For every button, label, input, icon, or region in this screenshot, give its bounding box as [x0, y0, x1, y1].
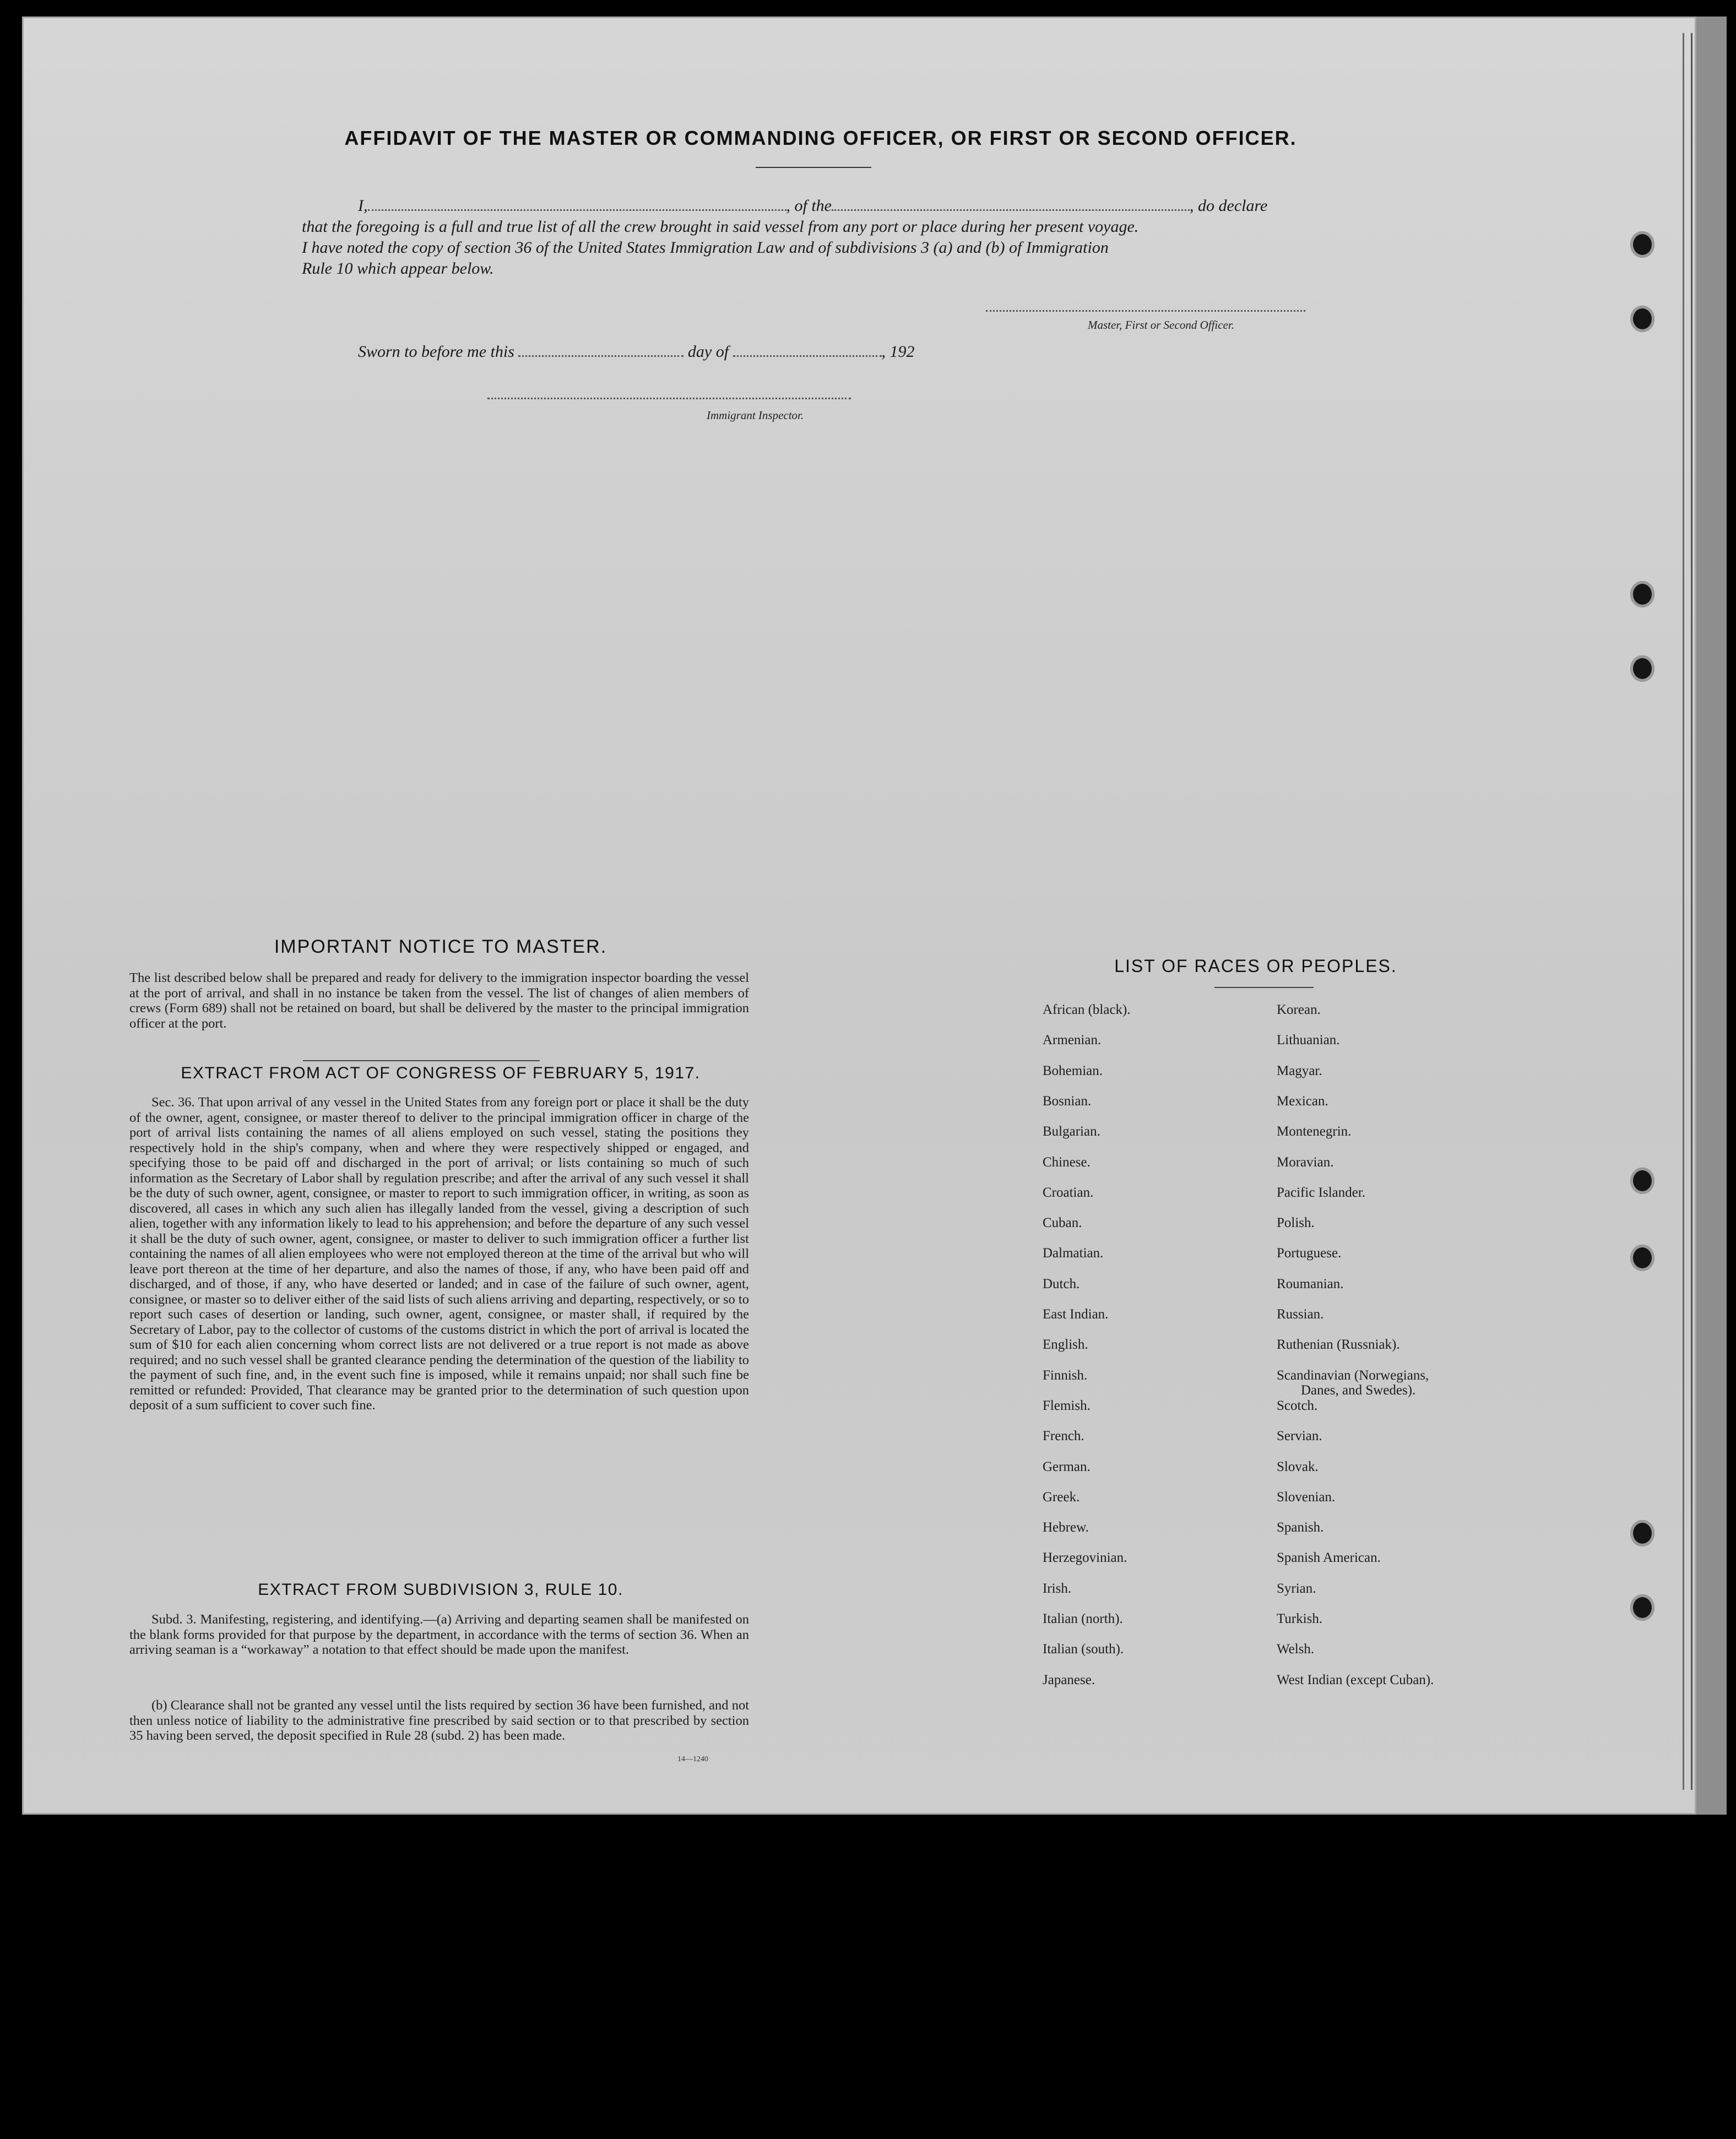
affidavit-line-1: [358, 196, 1322, 216]
sworn-year: , 192: [881, 343, 915, 361]
race-item: African (black).: [1043, 1002, 1131, 1017]
race-item: Pacific Islander.: [1277, 1185, 1366, 1200]
race-item: East Indian.: [1043, 1307, 1109, 1322]
race-item: Syrian.: [1277, 1581, 1316, 1596]
inspector-signature-label: Immigrant Inspector.: [707, 409, 804, 422]
race-item: Hebrew.: [1043, 1520, 1089, 1535]
punch-hole: [1630, 231, 1654, 258]
sworn-day-of: day of: [687, 343, 729, 361]
title-underline: [756, 167, 871, 168]
form-number: 14—1240: [677, 1755, 708, 1763]
document-page: [22, 17, 1696, 1815]
race-item: Dutch.: [1043, 1276, 1080, 1291]
master-signature-label: Master, First or Second Officer.: [1088, 318, 1234, 332]
races-title: LIST OF RACES OR PEOPLES.: [1114, 956, 1397, 976]
sworn-line: [358, 341, 1184, 362]
race-item: Scandinavian (Norwegians,: [1277, 1367, 1429, 1383]
race-item: English.: [1043, 1337, 1088, 1353]
race-item: West Indian (except Cuban).: [1277, 1672, 1434, 1687]
race-item: Spanish American.: [1277, 1550, 1381, 1566]
page-edge-line: [1691, 33, 1692, 1790]
punch-hole: [1630, 1520, 1654, 1546]
race-item: German.: [1043, 1459, 1091, 1474]
race-item: Servian.: [1277, 1429, 1322, 1444]
affidavit-title: AFFIDAVIT OF THE MASTER OR COMMANDING OFFICER, OR FIRST OR SECOND OFFICER.: [344, 127, 1297, 149]
race-item: Dalmatian.: [1043, 1246, 1104, 1261]
race-item: Moravian.: [1277, 1154, 1334, 1170]
punch-hole: [1630, 655, 1654, 682]
affidavit-line-3: I have noted the copy of section 36 of the United States Immigration Law and of subdivisions 3 (a) and (b) of Immigration: [302, 238, 1109, 257]
page-edge-strip: [1696, 17, 1727, 1815]
race-item: Portuguese.: [1277, 1246, 1342, 1261]
race-item: Bohemian.: [1043, 1063, 1103, 1078]
race-item: Bosnian.: [1043, 1093, 1092, 1109]
race-item: Russian.: [1277, 1307, 1324, 1322]
race-item: Ruthenian (Russniak).: [1277, 1337, 1400, 1353]
affidavit-i: I,: [358, 197, 368, 215]
race-item: Roumanian.: [1277, 1276, 1344, 1291]
notice-title: IMPORTANT NOTICE TO MASTER.: [274, 936, 607, 957]
punch-hole: [1630, 306, 1654, 332]
page-edge-line: [1683, 33, 1684, 1790]
vessel-blank[interactable]: [832, 209, 1190, 211]
rule-extract-title: EXTRACT FROM SUBDIVISION 3, RULE 10.: [258, 1581, 623, 1599]
race-item: Slovenian.: [1277, 1489, 1336, 1505]
affidavit-of-the: , of the: [786, 197, 832, 215]
affidavit-declare: , do declare: [1190, 197, 1268, 215]
race-item: Slovak.: [1277, 1459, 1319, 1474]
race-item: Finnish.: [1043, 1367, 1088, 1383]
punch-hole: [1630, 1594, 1654, 1621]
affidavit-line-2: that the foregoing is a full and true list of all the crew brought in said vessel from any port or place during her present voyage.: [302, 218, 1139, 236]
sworn-prefix: Sworn to before me this: [358, 343, 514, 361]
race-item: Chinese.: [1043, 1154, 1091, 1170]
race-item: French.: [1043, 1429, 1084, 1444]
race-item: Italian (north).: [1043, 1611, 1123, 1626]
act-extract-text: Sec. 36. That upon arrival of any vessel in the United States from any foreign port or place it shall be the duty of the owner, agent, consignee, or master thereof to deliver to the principal immigration officer in charge of the port of arrival lists containing the names of all aliens employed on such vessel, stating the positions they respectively hold in the ship's company, when and where they were respectively shipped or engaged, and specifying those to be paid off and discharged in the port of arrival; or lists containing so much of such information as the Secretary of Labor shall by regulation prescribe; and after the arrival of any such vessel it shall be the duty of such owner, agent, consignee, or master to report to such immigration officer, in writing, as soon as discovered, all cases in which any such alien has illegally landed from the vessel, giving a description of such alien, together with any information likely to lead to his apprehension; and before the departure of any such vessel it shall be the duty of such owner, agent, consignee, or master to deliver to such immigration officer a further list containing the names of all alien employees who were not employed thereon at the time of the arrival but who will leave port thereon at the time of her departure, and also the names of those, if any, who have been paid off and discharged, and of those, if any, who have deserted or landed; and in case of the failure of such owner, agent, consignee, or master so to deliver either of the said lists of such aliens arriving and departing, respectively, or so to report such cases of desertion or landing, such owner, agent, consignee, or master shall, if required by the Secretary of Labor, pay to the collector of customs of the customs district in which the port of arrival is located the sum of $10 for each alien concerning whom correct lists are not delivered or a true report is not made as above required; and no such vessel shall be granted clearance pending the determination of the question of the liability to the payment of such fine, and, in the event such fine is imposed, while it remains unpaid; nor shall such fine be remitted or refunded: Provided, That clearance may be granted prior to the determination of such question upon deposit of a sum sufficient to cover such fine.: [129, 1095, 749, 1413]
act-extract-title: EXTRACT FROM ACT OF CONGRESS OF FEBRUARY 5, 1917.: [181, 1064, 701, 1082]
race-item: Magyar.: [1277, 1063, 1322, 1078]
race-item: Turkish.: [1277, 1611, 1323, 1626]
race-item: Welsh.: [1277, 1642, 1315, 1657]
race-item: Armenian.: [1043, 1033, 1102, 1048]
race-item: Japanese.: [1043, 1672, 1095, 1687]
race-item: Croatian.: [1043, 1185, 1094, 1200]
race-item: Korean.: [1277, 1002, 1321, 1017]
race-item: Greek.: [1043, 1489, 1080, 1505]
sworn-day-blank[interactable]: [518, 355, 683, 357]
race-item: Spanish.: [1277, 1520, 1324, 1535]
sworn-month-blank[interactable]: [733, 355, 882, 357]
name-blank[interactable]: [368, 209, 786, 211]
race-item: Montenegrin.: [1277, 1124, 1352, 1139]
race-item: Cuban.: [1043, 1215, 1082, 1231]
rule-extract-text-a: Subd. 3. Manifesting, registering, and identifying.—(a) Arriving and departing seamen shall be manifested on the blank forms provided for that purpose by the department, in accordance with the terms of section 36. When an arriving seaman is a “workaway” a notation to that effect should be made upon the manifest.: [129, 1612, 749, 1657]
race-item: Scotch.: [1277, 1398, 1318, 1413]
punch-hole: [1630, 1168, 1654, 1194]
race-item: Danes, and Swedes).: [1301, 1382, 1416, 1398]
race-item: Mexican.: [1277, 1093, 1328, 1109]
master-signature-line[interactable]: [986, 305, 1305, 312]
rule-extract-text-b: (b) Clearance shall not be granted any vessel until the lists required by section 36 have been furnished, and not then unless notice of liability to the administrative fine prescribed by said section or to that prescribed by section 35 having been served, the deposit specified in Rule 28 (subd. 2) has been made.: [129, 1698, 749, 1743]
section-divider: [303, 1060, 540, 1061]
race-item: Flemish.: [1043, 1398, 1091, 1413]
race-item: Bulgarian.: [1043, 1124, 1100, 1139]
notice-text: The list described below shall be prepared and ready for delivery to the immigration inspector boarding the vessel at the port of arrival, and shall in no instance be taken from the vessel. The list of changes of alien members of crews (Form 689) shall not be retained on board, but shall be delivered by the master to the principal immigration officer at the port.: [129, 970, 749, 1031]
race-item: Lithuanian.: [1277, 1033, 1340, 1048]
affidavit-line-4: Rule 10 which appear below.: [302, 259, 494, 278]
race-item: Polish.: [1277, 1215, 1315, 1231]
races-title-underline: [1214, 987, 1314, 988]
race-item: Italian (south).: [1043, 1642, 1124, 1657]
punch-hole: [1630, 1245, 1654, 1271]
punch-hole: [1630, 581, 1654, 607]
inspector-signature-line[interactable]: [487, 392, 851, 399]
race-item: Irish.: [1043, 1581, 1072, 1596]
race-item: Herzegovinian.: [1043, 1550, 1127, 1566]
